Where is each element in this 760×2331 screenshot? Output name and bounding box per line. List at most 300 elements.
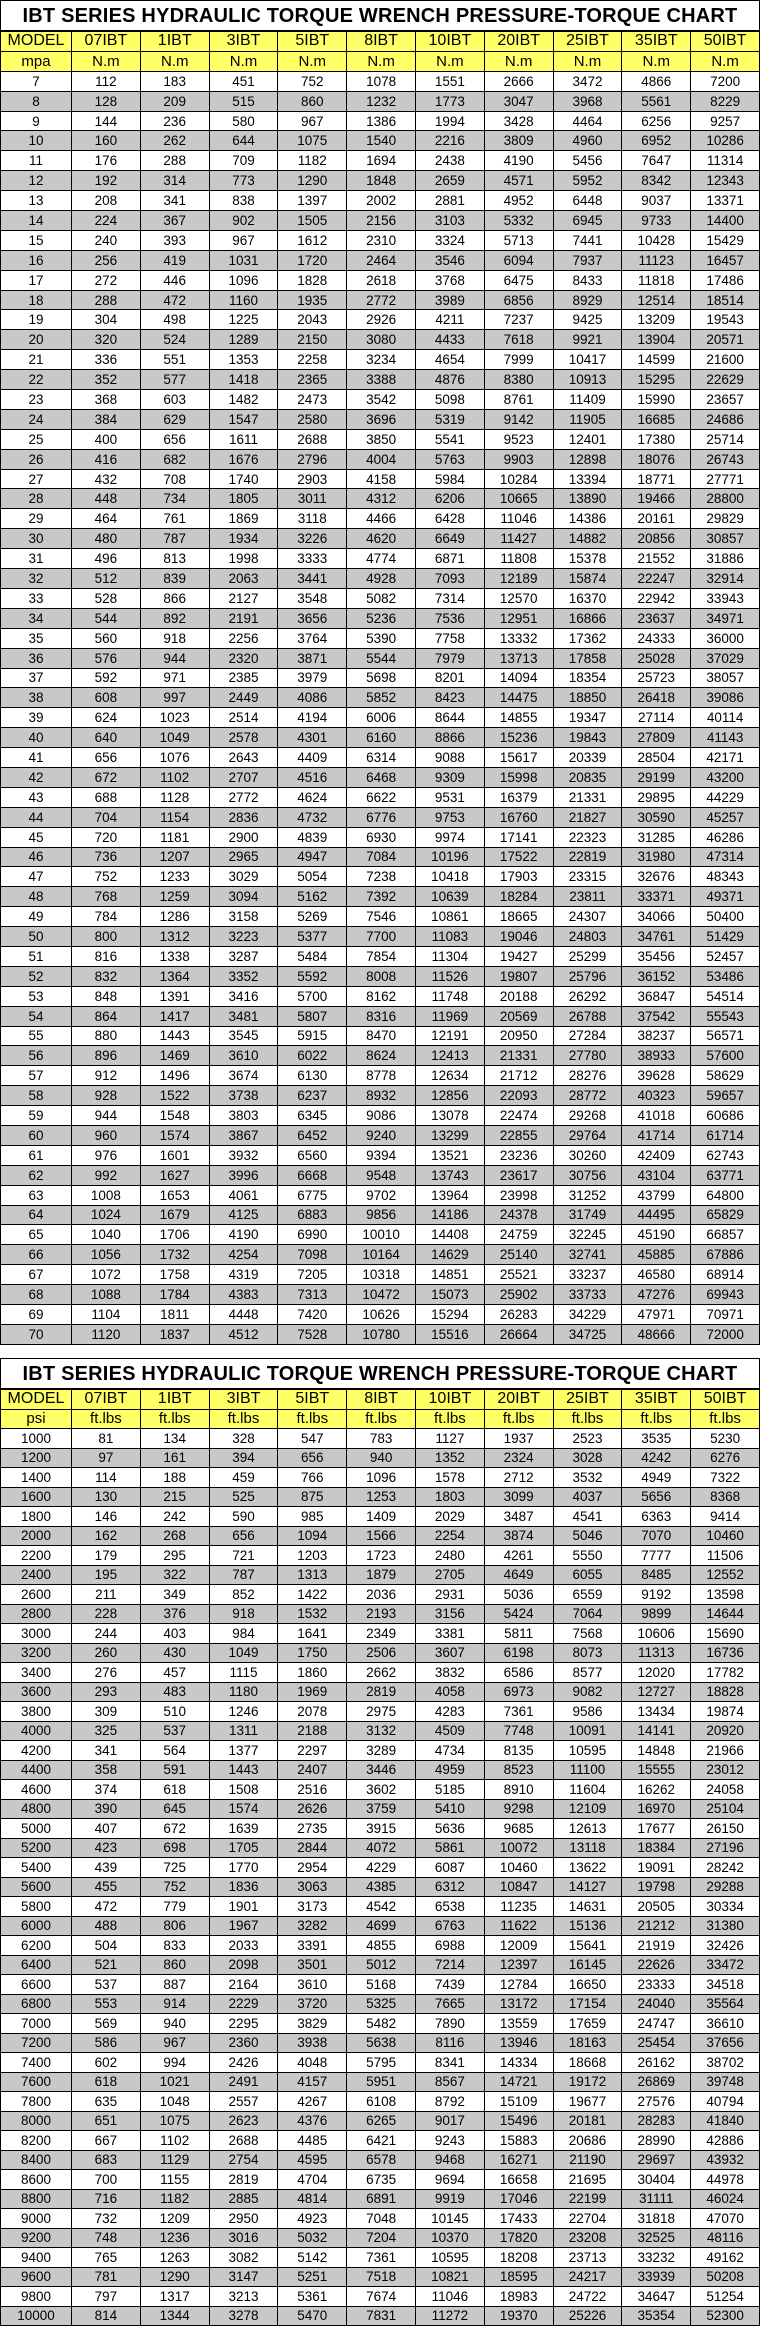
torque-cell: 9548 [347, 1165, 416, 1185]
torque-cell: 423 [72, 1838, 141, 1858]
torque-cell: 1127 [415, 1429, 484, 1449]
torque-cell: 17782 [691, 1663, 760, 1683]
table-row [1, 449, 760, 469]
torque-cell: 8316 [347, 1006, 416, 1026]
torque-cell: 4774 [347, 549, 416, 569]
torque-cell: 8470 [347, 1026, 416, 1046]
torque-cell: 19427 [484, 946, 553, 966]
torque-cell: 7204 [347, 2228, 416, 2248]
torque-cell: 236 [140, 111, 209, 131]
torque-cell: 14631 [553, 1897, 622, 1917]
table-row [1, 270, 760, 290]
torque-cell: 3082 [209, 2248, 278, 2268]
torque-cell: 47276 [622, 1285, 691, 1305]
torque-cell: 3416 [209, 986, 278, 1006]
torque-cell: 3501 [278, 1955, 347, 1975]
torque-cell: 5984 [415, 469, 484, 489]
torque-cell: 683 [72, 2150, 141, 2170]
torque-cell: 160 [72, 131, 141, 151]
torque-cell: 1998 [209, 549, 278, 569]
torque-cell: 25IBT [553, 1390, 622, 1410]
torque-cell: 20920 [691, 1721, 760, 1741]
torque-cell: 52457 [691, 946, 760, 966]
torque-cell: 1259 [140, 887, 209, 907]
torque-cell: 25IBT [553, 32, 622, 52]
torque-cell: 42409 [622, 1145, 691, 1165]
torque-cell: 10847 [484, 1877, 553, 1897]
torque-cell: 7064 [553, 1604, 622, 1624]
torque-cell: 325 [72, 1721, 141, 1741]
torque-cell: 629 [140, 409, 209, 429]
torque-cell: 3932 [209, 1145, 278, 1165]
torque-cell: 651 [72, 2111, 141, 2131]
torque-cell: 10286 [691, 131, 760, 151]
torque-cell: 6475 [484, 270, 553, 290]
torque-cell: 5082 [347, 588, 416, 608]
torque-cell: 1837 [140, 1324, 209, 1344]
row-label-cell: 8 [1, 91, 72, 111]
torque-cell: 38933 [622, 1046, 691, 1066]
torque-cell: 10639 [415, 887, 484, 907]
torque-cell: 21331 [553, 787, 622, 807]
table-row [1, 2267, 760, 2287]
row-label-cell: psi [1, 1409, 72, 1429]
torque-cell: ft.lbs [484, 1409, 553, 1429]
torque-cell: 14848 [622, 1741, 691, 1761]
table-row [1, 2228, 760, 2248]
torque-cell: 10460 [691, 1526, 760, 1546]
table-row [1, 111, 760, 131]
torque-cell: 13299 [415, 1125, 484, 1145]
torque-cell: 9240 [347, 1125, 416, 1145]
torque-cell: 4509 [415, 1721, 484, 1741]
torque-cell: 3333 [278, 549, 347, 569]
torque-cell: 814 [72, 2306, 141, 2326]
torque-cell: 208 [72, 191, 141, 211]
torque-cell: 27771 [691, 469, 760, 489]
torque-cell: 45257 [691, 807, 760, 827]
row-label-cell: 57 [1, 1066, 72, 1086]
torque-cell: 07IBT [72, 32, 141, 52]
torque-cell: 2623 [209, 2111, 278, 2131]
torque-cell: 1805 [209, 489, 278, 509]
torque-cell: 768 [72, 887, 141, 907]
torque-cell: 23713 [553, 2248, 622, 2268]
torque-cell: 50IBT [691, 32, 760, 52]
torque-cell: 328 [209, 1429, 278, 1449]
torque-cell: 656 [278, 1448, 347, 1468]
row-label-cell: 6000 [1, 1916, 72, 1936]
torque-cell: 12727 [622, 1682, 691, 1702]
table-row [1, 1780, 760, 1800]
row-label-cell: 56 [1, 1046, 72, 1066]
torque-cell: 22629 [691, 370, 760, 390]
torque-cell: 341 [140, 191, 209, 211]
table-row [1, 131, 760, 151]
torque-cell: 10417 [553, 350, 622, 370]
torque-cell: 36152 [622, 966, 691, 986]
torque-cell: 779 [140, 1897, 209, 1917]
torque-cell: 709 [209, 151, 278, 171]
torque-cell: 34066 [622, 907, 691, 927]
table-row [1, 151, 760, 171]
torque-cell: 1860 [278, 1663, 347, 1683]
torque-cell: 6622 [347, 787, 416, 807]
table-row [1, 1185, 760, 1205]
chart-title: IBT SERIES HYDRAULIC TORQUE WRENCH PRESSURE-TORQUE CHART [0, 1358, 760, 1389]
row-label-cell: 2200 [1, 1546, 72, 1566]
torque-cell: 25521 [484, 1265, 553, 1285]
row-label-cell: 4000 [1, 1721, 72, 1741]
torque-cell: 5852 [347, 688, 416, 708]
torque-cell: 30756 [553, 1165, 622, 1185]
torque-cell: 7048 [347, 2209, 416, 2229]
torque-cell: 3IBT [209, 1390, 278, 1410]
torque-table [0, 31, 760, 1345]
torque-cell: 10665 [484, 489, 553, 509]
table-row [1, 827, 760, 847]
torque-cell: 1422 [278, 1585, 347, 1605]
row-label-cell: 53 [1, 986, 72, 1006]
torque-cell: 15073 [415, 1285, 484, 1305]
torque-cell: 7205 [278, 1265, 347, 1285]
torque-cell: 994 [140, 2053, 209, 2073]
torque-cell: 26869 [622, 2072, 691, 2092]
torque-cell: 551 [140, 350, 209, 370]
row-label-cell: 27 [1, 469, 72, 489]
torque-cell: 832 [72, 966, 141, 986]
row-label-cell: 9200 [1, 2228, 72, 2248]
torque-cell: 8229 [691, 91, 760, 111]
row-label-cell: 15 [1, 230, 72, 250]
torque-cell: 37542 [622, 1006, 691, 1026]
torque-cell: 2618 [347, 270, 416, 290]
torque-cell: 1096 [347, 1468, 416, 1488]
torque-cell: 33371 [622, 887, 691, 907]
torque-cell: 5410 [415, 1799, 484, 1819]
torque-cell: 25299 [553, 946, 622, 966]
torque-cell: ft.lbs [140, 1409, 209, 1429]
torque-cell: N.m [553, 51, 622, 71]
torque-cell: 6448 [553, 191, 622, 211]
torque-cell: 4125 [209, 1205, 278, 1225]
torque-cell: 10196 [415, 847, 484, 867]
torque-cell: 2216 [415, 131, 484, 151]
torque-cell: 783 [347, 1429, 416, 1449]
torque-cell: 24333 [622, 628, 691, 648]
torque-cell: 32741 [553, 1245, 622, 1265]
torque-cell: 19543 [691, 310, 760, 330]
row-label-cell: 7200 [1, 2033, 72, 2053]
torque-cell: 8644 [415, 708, 484, 728]
row-label-cell: 8000 [1, 2111, 72, 2131]
row-label-cell: 9400 [1, 2248, 72, 2268]
torque-cell: 1102 [140, 767, 209, 787]
torque-cell: 736 [72, 847, 141, 867]
torque-cell: 2029 [415, 1507, 484, 1527]
torque-cell: 645 [140, 1799, 209, 1819]
torque-cell: 419 [140, 250, 209, 270]
torque-cell: 15295 [622, 370, 691, 390]
torque-cell: 23998 [484, 1185, 553, 1205]
torque-cell: 9899 [622, 1604, 691, 1624]
torque-cell: 15294 [415, 1305, 484, 1325]
torque-cell: 860 [140, 1955, 209, 1975]
torque-cell: 4312 [347, 489, 416, 509]
torque-cell: 1154 [140, 807, 209, 827]
torque-cell: 21331 [484, 1046, 553, 1066]
torque-cell: 3535 [622, 1429, 691, 1449]
table-row [1, 728, 760, 748]
row-label-cell: 4200 [1, 1741, 72, 1761]
torque-cell: 16271 [484, 2150, 553, 2170]
torque-cell: 3545 [209, 1026, 278, 1046]
torque-cell: 10164 [347, 1245, 416, 1265]
torque-cell: 439 [72, 1858, 141, 1878]
torque-cell: 1522 [140, 1086, 209, 1106]
table-row [1, 1897, 760, 1917]
row-label-cell: 9600 [1, 2267, 72, 2287]
torque-cell: 1024 [72, 1205, 141, 1225]
row-label-cell: 22 [1, 370, 72, 390]
torque-cell: 1129 [140, 2150, 209, 2170]
torque-cell: 322 [140, 1565, 209, 1585]
row-label-cell: 52 [1, 966, 72, 986]
table-row [1, 71, 760, 91]
torque-cell: 15998 [484, 767, 553, 787]
row-label-cell: 10000 [1, 2306, 72, 2326]
torque-cell: 10861 [415, 907, 484, 927]
torque-cell: 860 [278, 91, 347, 111]
torque-cell: 240 [72, 230, 141, 250]
torque-cell: 24040 [622, 1994, 691, 2014]
torque-cell: 721 [209, 1546, 278, 1566]
torque-cell: 64800 [691, 1185, 760, 1205]
torque-cell: 3607 [415, 1643, 484, 1663]
torque-cell: 10821 [415, 2267, 484, 2287]
torque-cell: 997 [140, 688, 209, 708]
torque-cell: 20IBT [484, 32, 553, 52]
torque-cell: 6578 [347, 2150, 416, 2170]
torque-cell: 13172 [484, 1994, 553, 2014]
torque-cell: 866 [140, 588, 209, 608]
torque-cell: 1578 [415, 1468, 484, 1488]
torque-cell: 553 [72, 1994, 141, 2014]
torque-cell: 9523 [484, 429, 553, 449]
torque-cell: 2002 [347, 191, 416, 211]
torque-cell: 128 [72, 91, 141, 111]
torque-cell: 15690 [691, 1624, 760, 1644]
torque-cell: 602 [72, 2053, 141, 2073]
torque-cell: 32676 [622, 867, 691, 887]
torque-cell: 6276 [691, 1448, 760, 1468]
torque-cell: 2950 [209, 2209, 278, 2229]
torque-cell: 1879 [347, 1565, 416, 1585]
torque-cell: 6586 [484, 1663, 553, 1683]
torque-cell: 14882 [553, 529, 622, 549]
torque-cell: 9192 [622, 1585, 691, 1605]
torque-cell: ft.lbs [347, 1409, 416, 1429]
torque-cell: 183 [140, 71, 209, 91]
torque-cell: 2033 [209, 1936, 278, 1956]
torque-cell: 2449 [209, 688, 278, 708]
torque-cell: ft.lbs [209, 1409, 278, 1429]
row-label-cell: 54 [1, 1006, 72, 1026]
torque-cell: 31111 [622, 2189, 691, 2209]
torque-cell: 15136 [553, 1916, 622, 1936]
torque-cell: 4158 [347, 469, 416, 489]
torque-cell: 9586 [553, 1702, 622, 1722]
torque-cell: 13713 [484, 648, 553, 668]
table-row [1, 1526, 760, 1546]
torque-cell: 33237 [553, 1265, 622, 1285]
torque-cell: 50208 [691, 2267, 760, 2287]
torque-cell: 67886 [691, 1245, 760, 1265]
torque-cell: 2931 [415, 1585, 484, 1605]
torque-cell: 6087 [415, 1858, 484, 1878]
torque-cell: 4866 [622, 71, 691, 91]
torque-cell: 10418 [415, 867, 484, 887]
torque-cell: 4190 [484, 151, 553, 171]
torque-cell: 17154 [553, 1994, 622, 2014]
torque-cell: 21827 [553, 807, 622, 827]
torque-cell: 14851 [415, 1265, 484, 1285]
torque-cell: 682 [140, 449, 209, 469]
torque-cell: ft.lbs [278, 1409, 347, 1429]
torque-cell: 18163 [553, 2033, 622, 2053]
torque-cell: 38057 [691, 668, 760, 688]
torque-cell: 26150 [691, 1819, 760, 1839]
torque-cell: 28772 [553, 1086, 622, 1106]
table-row [1, 1305, 760, 1325]
torque-cell: 7200 [691, 71, 760, 91]
torque-cell: 07IBT [72, 1390, 141, 1410]
row-label-cell: 10 [1, 131, 72, 151]
torque-cell: 162 [72, 1526, 141, 1546]
unit-row [1, 1409, 760, 1429]
torque-cell: 13622 [553, 1858, 622, 1878]
torque-cell: 8008 [347, 966, 416, 986]
torque-cell: 43104 [622, 1165, 691, 1185]
torque-cell: 13078 [415, 1106, 484, 1126]
torque-cell: 17858 [553, 648, 622, 668]
torque-cell: 13209 [622, 310, 691, 330]
torque-cell: 4383 [209, 1285, 278, 1305]
row-label-cell: 28 [1, 489, 72, 509]
torque-cell: 940 [347, 1448, 416, 1468]
torque-cell: 7568 [553, 1624, 622, 1644]
torque-cell: 4949 [622, 1468, 691, 1488]
torque-cell: 11313 [622, 1643, 691, 1663]
torque-cell: 17677 [622, 1819, 691, 1839]
row-label-cell: 4600 [1, 1780, 72, 1800]
table-row [1, 290, 760, 310]
torque-cell: 394 [209, 1448, 278, 1468]
torque-cell: 8342 [622, 171, 691, 191]
torque-cell: 81 [72, 1429, 141, 1449]
table-row [1, 588, 760, 608]
torque-cell: 146 [72, 1507, 141, 1527]
torque-cell: 5915 [278, 1026, 347, 1046]
torque-cell: 51254 [691, 2287, 760, 2307]
torque-cell: 3016 [209, 2228, 278, 2248]
torque-cell: 2523 [553, 1429, 622, 1449]
row-label-cell: 37 [1, 668, 72, 688]
torque-cell: 39628 [622, 1066, 691, 1086]
torque-cell: 2150 [278, 330, 347, 350]
torque-cell: 9753 [415, 807, 484, 827]
torque-cell: 752 [278, 71, 347, 91]
torque-cell: 42171 [691, 748, 760, 768]
torque-cell: 33943 [691, 588, 760, 608]
torque-cell: 3809 [484, 131, 553, 151]
torque-cell: 6130 [278, 1066, 347, 1086]
torque-cell: 11272 [415, 2306, 484, 2326]
torque-cell: 1311 [209, 1721, 278, 1741]
row-label-cell: 5400 [1, 1858, 72, 1878]
torque-cell: 31818 [622, 2209, 691, 2229]
torque-cell: 5951 [347, 2072, 416, 2092]
torque-cell: 46024 [691, 2189, 760, 2209]
torque-cell: 8433 [553, 270, 622, 290]
torque-cell: 577 [140, 370, 209, 390]
torque-cell: 17820 [484, 2228, 553, 2248]
torque-cell: 23811 [553, 887, 622, 907]
table-row [1, 1507, 760, 1527]
torque-cell: 5861 [415, 1838, 484, 1858]
torque-cell: N.m [484, 51, 553, 71]
table-row [1, 330, 760, 350]
torque-cell: 9394 [347, 1145, 416, 1165]
row-label-cell: 46 [1, 847, 72, 867]
torque-cell: 24378 [484, 1205, 553, 1225]
torque-cell: 4086 [278, 688, 347, 708]
torque-cell: ft.lbs [72, 1409, 141, 1429]
torque-cell: 3532 [553, 1468, 622, 1488]
torque-cell: 725 [140, 1858, 209, 1878]
table-row [1, 390, 760, 410]
table-row [1, 708, 760, 728]
row-label-cell: 9000 [1, 2209, 72, 2229]
torque-cell: 603 [140, 390, 209, 410]
table-row [1, 1643, 760, 1663]
torque-cell: 14094 [484, 668, 553, 688]
table-row [1, 628, 760, 648]
torque-cell: 1290 [140, 2267, 209, 2287]
row-label-cell: 1200 [1, 1448, 72, 1468]
table-row [1, 1487, 760, 1507]
torque-cell: 6265 [347, 2111, 416, 2131]
torque-cell: 15874 [553, 569, 622, 589]
torque-cell: 19843 [553, 728, 622, 748]
row-label-cell: MODEL [1, 32, 72, 52]
table-row [1, 1106, 760, 1126]
torque-cell: 22323 [553, 827, 622, 847]
torque-cell: 34971 [691, 608, 760, 628]
torque-cell: 918 [209, 1604, 278, 1624]
torque-cell: 1740 [209, 469, 278, 489]
torque-cell: 1551 [415, 71, 484, 91]
torque-cell: 13946 [484, 2033, 553, 2053]
torque-cell: 451 [209, 71, 278, 91]
torque-cell: 15516 [415, 1324, 484, 1344]
torque-cell: 667 [72, 2131, 141, 2151]
torque-cell: 5795 [347, 2053, 416, 2073]
torque-cell: 1758 [140, 1265, 209, 1285]
torque-cell: 2772 [209, 787, 278, 807]
torque-cell: 464 [72, 509, 141, 529]
torque-cell: 6973 [484, 1682, 553, 1702]
